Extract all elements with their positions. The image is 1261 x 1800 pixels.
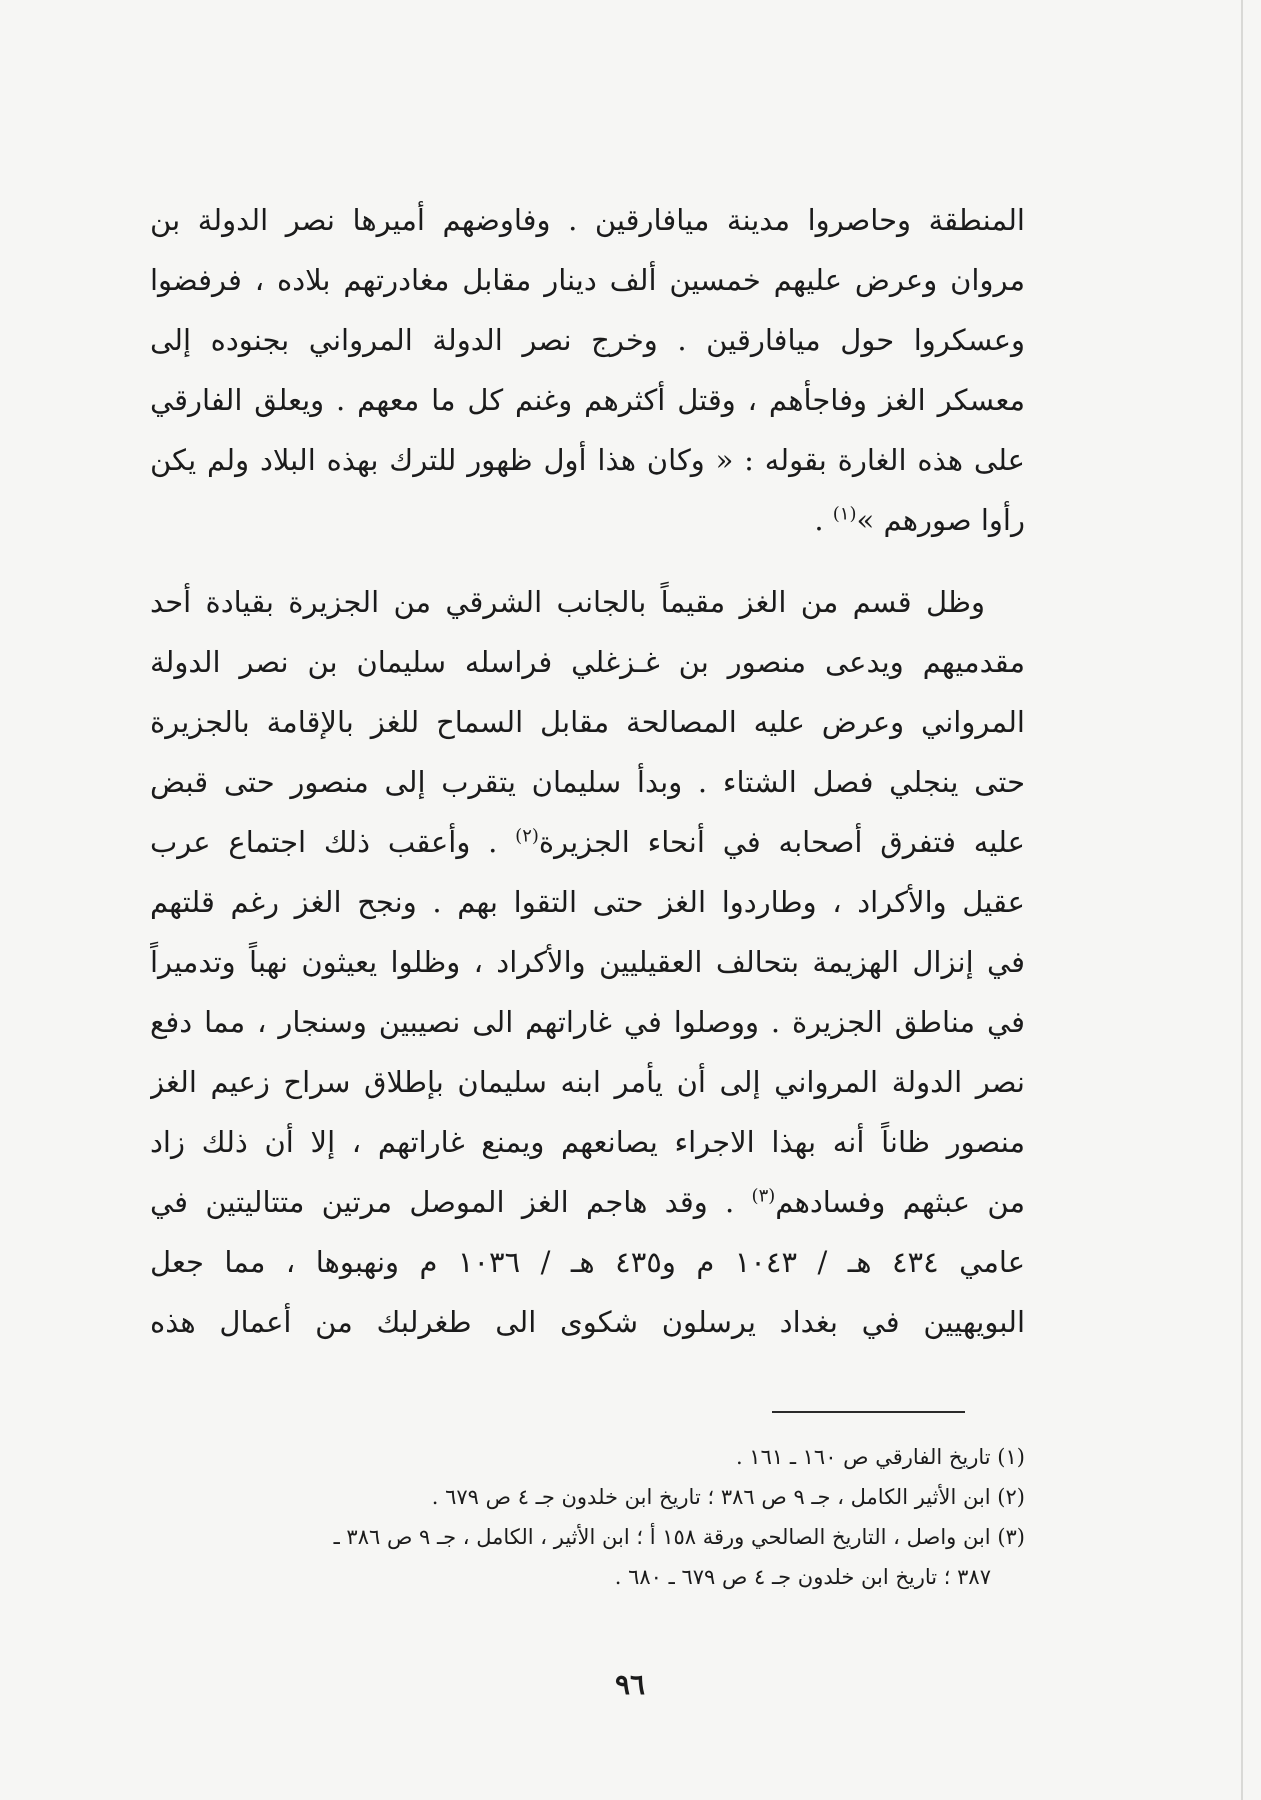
body-line: في إنزال الهزيمة بتحالف العقيليين والأكراد ، وظلوا يعيثون نهباً وتدميراً bbox=[150, 945, 1025, 979]
page-body bbox=[150, 190, 1025, 1352]
body-line: المنطقة وحاصروا مدينة ميافارقين . وفاوضهم أميرها نصر الدولة بن bbox=[150, 203, 1025, 237]
footnote-1: (١) تاريخ الفارقي ص ١٦٠ ـ ١٦١ . bbox=[735, 1445, 1025, 1469]
footnote-3: (٣) ابن واصل ، التاريخ الصالحي ورقة ١٥٨ أ ؛ ابن الأثير ، الكامل ، جـ ٩ ص ٣٨٦ ـ bbox=[333, 1525, 1025, 1549]
footnotes bbox=[150, 1437, 1025, 1597]
page-edge-shadow bbox=[1241, 0, 1243, 1800]
body-line: نصر الدولة المرواني إلى أن يأمر ابنه سليمان بإطلاق سراح زعيم الغز bbox=[150, 1065, 1025, 1099]
line-text-end: . bbox=[814, 503, 833, 537]
body-line-with-footnote-ref bbox=[150, 812, 1025, 872]
line-text-end: . وقد هاجم الغز الموصل مرتين متتاليتين في bbox=[150, 1185, 752, 1219]
body-line: معسكر الغز وفاجأهم ، وقتل أكثرهم وغنم كل ما معهم . ويعلق الفارقي bbox=[150, 383, 1025, 417]
footnote-ref-3: (٣) bbox=[751, 1185, 776, 1207]
line-text: من عبثهم وفسادهم bbox=[775, 1185, 1025, 1219]
body-line: مقدميهم ويدعى منصور بن غـزغلي فراسله سليمان بن نصر الدولة bbox=[150, 645, 1025, 679]
body-line: البويهيين في بغداد يرسلون شكوى الى طغرلبك من أعمال هذه bbox=[150, 1305, 1025, 1339]
body-line: وعسكروا حول ميافارقين . وخرج نصر الدولة المرواني بجنوده إلى bbox=[150, 323, 1025, 357]
body-line: على هذه الغارة بقوله : « وكان هذا أول ظهور للترك بهذه البلاد ولم يكن bbox=[150, 443, 1025, 477]
body-line-with-footnote-ref bbox=[150, 490, 1025, 550]
page-number: ٩٦ bbox=[614, 1668, 646, 1701]
body-line-with-footnote-ref bbox=[150, 1172, 1025, 1232]
footnote-separator bbox=[772, 1411, 965, 1413]
body-line: مروان وعرض عليهم خمسين ألف دينار مقابل مغادرتهم بلاده ، فرفضوا bbox=[150, 263, 1025, 297]
body-line: المرواني وعرض عليه المصالحة مقابل السماح للغز بالإقامة بالجزيرة bbox=[150, 705, 1025, 739]
body-line: عامي ٤٣٤ هـ / ١٠٤٣ م و٤٣٥ هـ / ١٠٣٦ م ونهبوها ، مما جعل bbox=[150, 1245, 1025, 1279]
body-line: حتى ينجلي فصل الشتاء . وبدأ سليمان يتقرب إلى منصور حتى قبض bbox=[150, 765, 1025, 799]
body-line: عقيل والأكراد ، وطاردوا الغز حتى التقوا بهم . ونجح الغز رغم قلتهم bbox=[150, 885, 1025, 919]
body-line: منصور ظاناً أنه بهذا الاجراء يصانعهم ويمنع غاراتهم ، إلا أن ذلك زاد bbox=[150, 1125, 1025, 1159]
footnote-ref-2: (٢) bbox=[515, 825, 539, 847]
line-text: عليه فتفرق أصحابه في أنحاء الجزيرة bbox=[538, 825, 1025, 859]
footnote-3-continued: ٣٨٧ ؛ تاريخ ابن خلدون جـ ٤ ص ٦٧٩ ـ ٦٨٠ . bbox=[614, 1565, 991, 1589]
footnote-2: (٢) ابن الأثير الكامل ، جـ ٩ ص ٣٨٦ ؛ تاريخ ابن خلدون جـ ٤ ص ٦٧٩ . bbox=[431, 1485, 1025, 1509]
footnote-ref-1: (١) bbox=[832, 503, 857, 525]
line-text: رأوا صورهم » bbox=[856, 503, 1025, 537]
body-line: وظل قسم من الغز مقيماً بالجانب الشرقي من الجزيرة بقيادة أحد bbox=[150, 585, 985, 619]
line-text-end: . وأعقب ذلك اجتماع عرب bbox=[150, 825, 516, 859]
body-line: في مناطق الجزيرة . ووصلوا في غاراتهم الى نصيبين وسنجار ، مما دفع bbox=[150, 1005, 1025, 1039]
